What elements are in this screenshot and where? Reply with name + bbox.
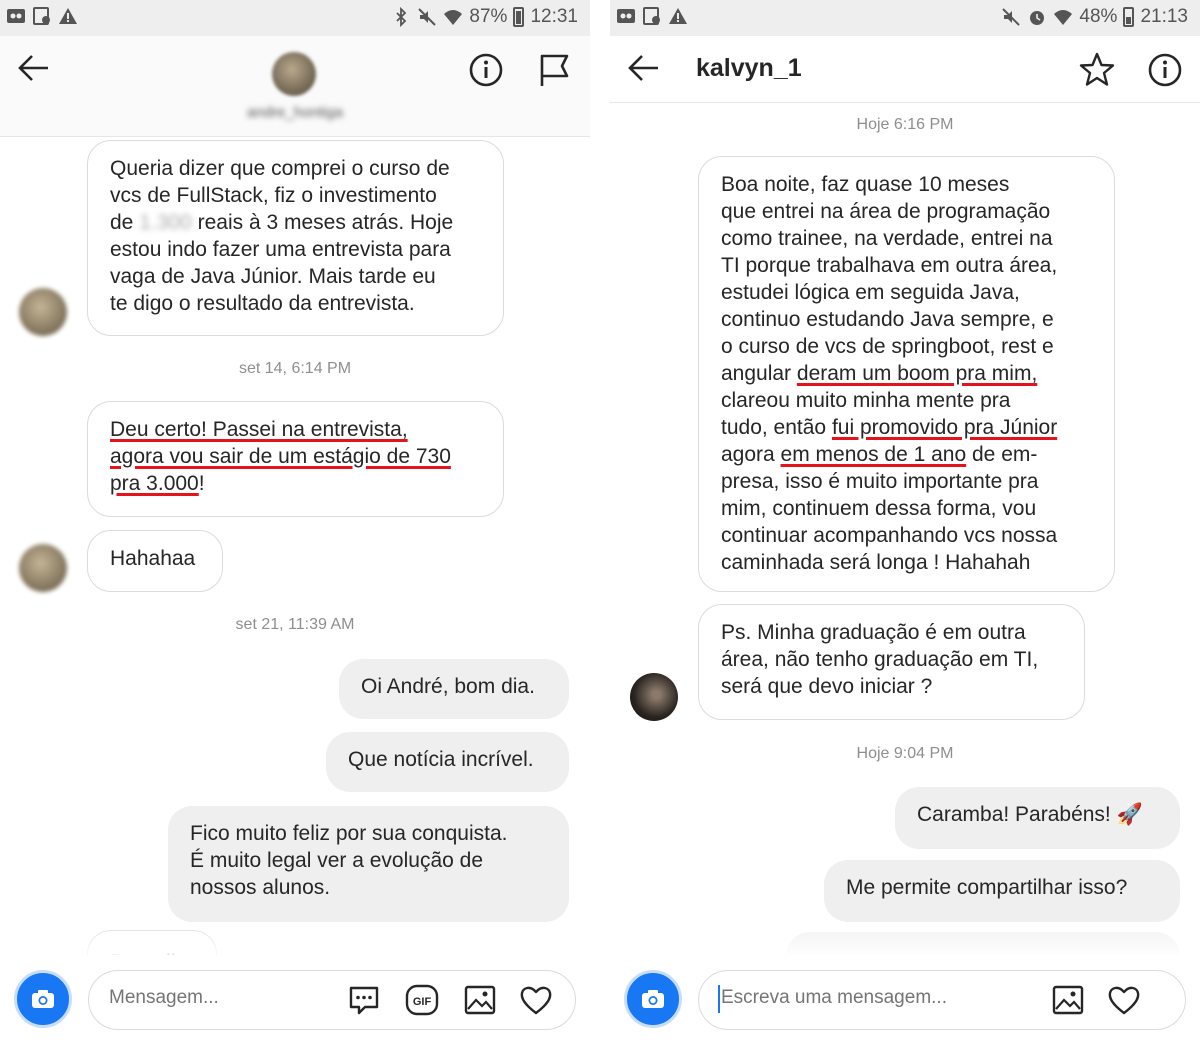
camera-button[interactable] <box>14 970 72 1028</box>
message-bubble-received[interactable]: Queria dizer que comprei o curso de vcs de FullStack, fiz o investimento de 1.300 reais à 3 meses atrás. Hoje estou indo fazer uma entrevista para vaga de Java Júnior. Mais tarde eu te digo o resultado da entrevista. <box>87 140 504 336</box>
camera-icon <box>639 985 667 1013</box>
conversation-header <box>0 36 590 137</box>
back-arrow-icon[interactable] <box>14 48 54 88</box>
battery-icon <box>513 7 524 27</box>
alarm-icon <box>1027 7 1047 27</box>
mute-icon <box>1001 7 1021 27</box>
chat-options-icon[interactable] <box>347 983 381 1017</box>
clock: 12:31 <box>530 6 578 27</box>
svg-text:GIF: GIF <box>412 996 432 1008</box>
star-icon[interactable] <box>1077 50 1117 90</box>
sender-avatar[interactable] <box>630 673 678 721</box>
battery-percent: 48% <box>1079 6 1118 27</box>
info-icon[interactable] <box>1145 50 1185 90</box>
left-screenshot <box>0 0 590 1047</box>
battery-percent: 87% <box>469 6 508 27</box>
flag-icon[interactable] <box>534 50 574 90</box>
status-bar <box>610 0 1200 36</box>
wifi-signal-icon <box>1053 7 1073 27</box>
wifi-signal-icon <box>443 7 463 27</box>
scroll-fade <box>610 918 1200 958</box>
mute-icon <box>417 7 437 27</box>
message-bubble-received[interactable]: Deu certo! Passei na entrevista, agora vou sair de um estágio de 730 pra 3.000! <box>87 401 504 517</box>
warning-icon <box>58 6 78 26</box>
timestamp: Hoje 6:16 PM <box>856 116 954 133</box>
gif-icon[interactable] <box>405 983 439 1017</box>
gallery-icon[interactable] <box>1051 983 1085 1017</box>
sender-avatar[interactable] <box>19 288 67 336</box>
conversation-header <box>610 36 1200 103</box>
info-icon[interactable] <box>466 50 506 90</box>
right-screenshot <box>610 0 1200 1047</box>
message-bubble-received[interactable]: Ps. Minha graduação é em outra área, não tenho graduação em TI, será que devo iniciar ? <box>698 604 1085 720</box>
message-bubble-sent[interactable]: Que notícia incrível. <box>326 732 569 792</box>
warning-icon <box>668 6 688 26</box>
message-bubble-sent[interactable]: Caramba! Parabéns! 🚀 <box>895 787 1180 849</box>
scroll-fade <box>0 920 590 960</box>
sender-avatar[interactable] <box>19 544 67 592</box>
message-bubble-sent[interactable]: Me permite compartilhar isso? <box>824 860 1180 922</box>
message-input[interactable] <box>721 987 1021 1009</box>
camera-button[interactable] <box>624 970 682 1028</box>
conversation-title[interactable]: kalvyn_1 <box>696 54 802 82</box>
timestamp: set 14, 6:14 PM <box>238 360 352 377</box>
message-bubble-received[interactable]: Boa noite, faz quase 10 meses que entrei na área de programação como trainee, na verdade, entrei na TI porque trabalhava em outra área, estudei lógica em seguida Java, continuo estudando Java sempre, e o curso de vcs de springboot, rest e angular deram um boom pra mim, clareou muito minha mente pra tudo, então fui promovido pra Júnior agora em menos de 1 ano de em- presa, isso é muito importante pra mim, continuem dessa forma, vou continuar acompanhando vcs nossa caminhada será longa ! Hahahah <box>698 156 1115 592</box>
screenshot-icon <box>32 6 52 26</box>
message-composer[interactable] <box>88 970 576 1030</box>
bluetooth-icon <box>391 7 411 27</box>
message-bubble-sent[interactable]: Fico muito feliz por sua conquista. É muito legal ver a evolução de nossos alunos. <box>168 806 569 922</box>
avatar[interactable] <box>272 52 316 96</box>
battery-icon <box>1123 7 1134 27</box>
heart-icon[interactable] <box>519 983 553 1017</box>
text-cursor <box>718 985 720 1013</box>
clock: 21:13 <box>1140 6 1188 27</box>
status-bar <box>0 0 590 36</box>
timestamp: set 21, 11:39 AM <box>235 616 355 633</box>
screenshot-icon <box>642 6 662 26</box>
username[interactable]: andre_hontiga <box>247 104 343 121</box>
timestamp: Hoje 9:04 PM <box>856 745 954 762</box>
camera-icon <box>29 985 57 1013</box>
voicemail-icon <box>6 6 26 26</box>
message-bubble-received[interactable]: Hahahaa <box>87 530 223 592</box>
gallery-icon[interactable] <box>463 983 497 1017</box>
divider <box>590 0 610 1047</box>
blurred-amount: 1.300 <box>139 211 192 234</box>
message-input[interactable] <box>109 987 349 1009</box>
composer-bar <box>610 955 1200 1047</box>
voicemail-icon <box>616 6 636 26</box>
message-composer[interactable] <box>698 970 1186 1030</box>
back-arrow-icon[interactable] <box>624 48 664 88</box>
composer-bar <box>0 955 590 1047</box>
message-bubble-sent[interactable]: Oi André, bom dia. <box>339 659 569 719</box>
heart-icon[interactable] <box>1107 983 1141 1017</box>
